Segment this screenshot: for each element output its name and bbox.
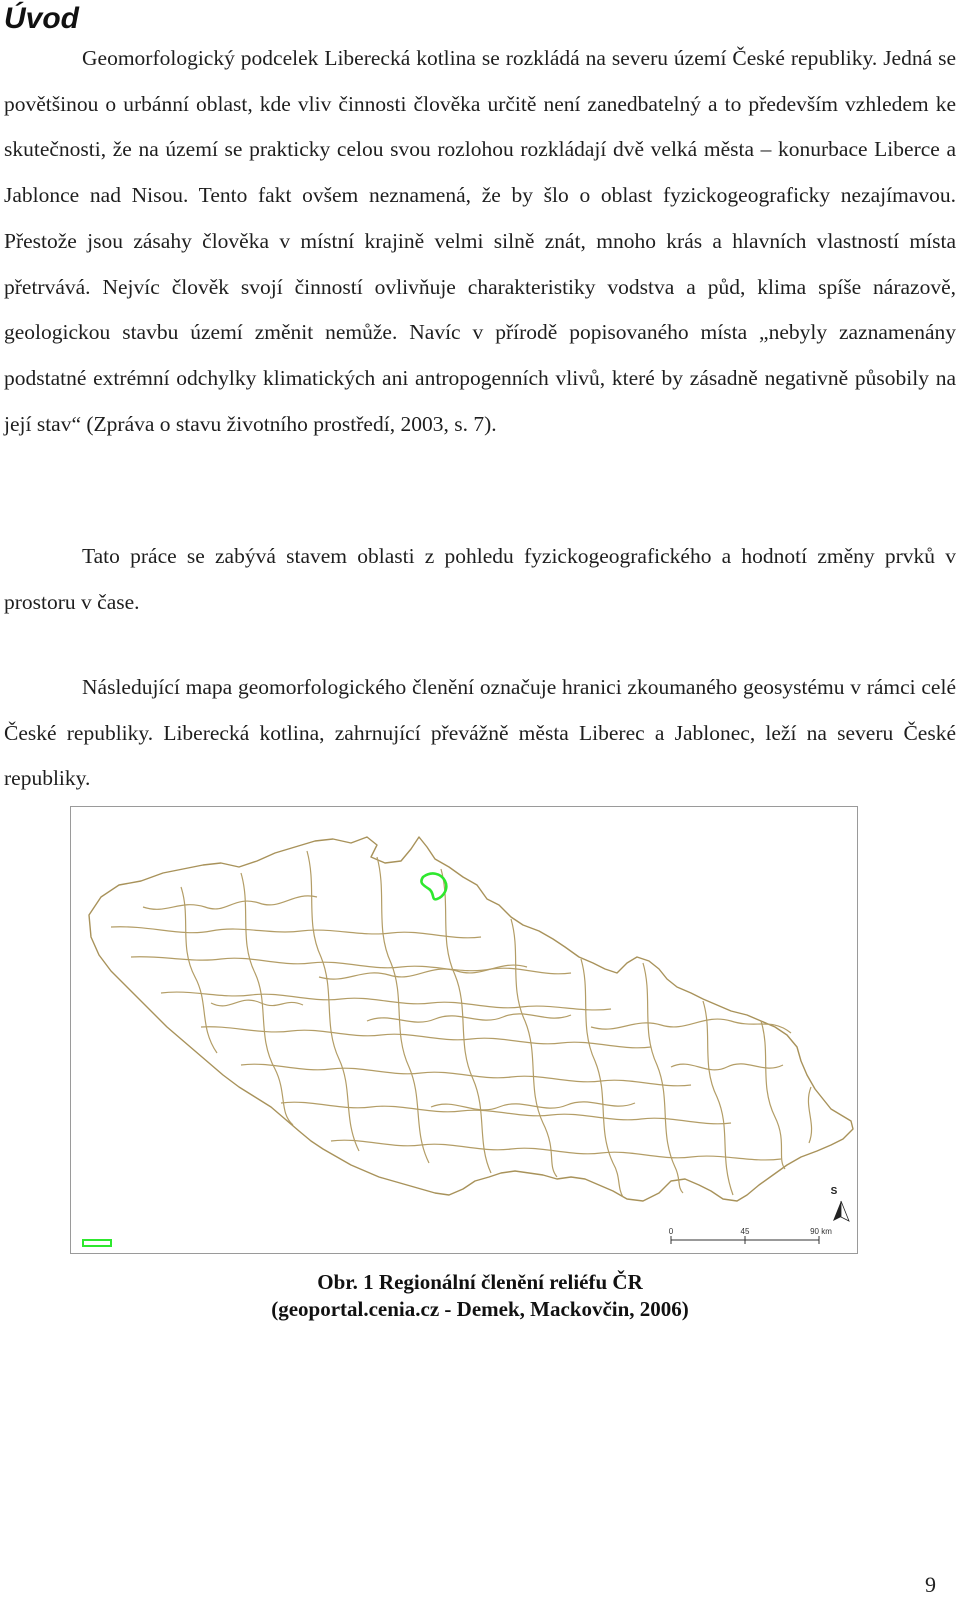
legend-swatch bbox=[83, 1240, 111, 1246]
north-label: S bbox=[830, 1186, 838, 1197]
scale-label-0: 0 bbox=[668, 1227, 674, 1236]
relief-regions-map bbox=[71, 807, 857, 1253]
czech-relief-map-figure bbox=[70, 806, 858, 1254]
scale-label-90: 90 km bbox=[810, 1227, 832, 1236]
region-boundaries bbox=[111, 851, 812, 1197]
paragraph-aim: Tato práce se zabývá stavem oblasti z pohledu fyzickogeografického a hodnotí změny prvků v prostoru v čase. bbox=[4, 544, 956, 614]
figure-caption-source: (geoportal.cenia.cz - Demek, Mackovčin, 2006) bbox=[271, 1297, 689, 1321]
north-arrow bbox=[831, 1186, 849, 1221]
liberecka-kotlina-highlight bbox=[421, 874, 446, 900]
scale-label-45: 45 bbox=[740, 1227, 750, 1236]
paragraph-map-intro: Následující mapa geomorfologického členění označuje hranici zkoumaného geosystému v rámci celé České republiky. Liberecká kotlina, zahrnující převážně města Liberec a Jablonec, leží na severu České republiky. bbox=[4, 675, 956, 791]
scale-bar bbox=[669, 1227, 832, 1244]
section-heading: Úvod bbox=[4, 2, 79, 35]
paragraph-intro: Geomorfologický podcelek Liberecká kotlina se rozkládá na severu území České republiky. Jedná se povětšinou o urbánní oblast, kde vliv činnosti člověka určitě není zanedbatelný a to především vzhledem ke skutečnosti, že na území se prakticky celou svou rozlohou rozkládají dvě velká města – konurbace Liberce a Jablonce nad Nisou. Tento fakt ovšem neznamená, že by šlo o oblast fyzickogeograficky nezajímavou. Přestože jsou zásahy člověka v místní krajině velmi silně znát, mnoho krás a hlavních vlastností místa přetrvává. Nejvíc člověk svojí činností ovlivňuje charakteristiky vodstva a půd, klima spíše nárazově, geologickou stavbu území změnit nemůže. Navíc v přírodě popisovaného místa „nebyly zaznamenány podstatné extrémní odchylky klimatických ani antropogenních vlivů, které by zásadně negativně působily na její stav“ (Zpráva o stavu životního prostředí, 2003, s. 7). bbox=[4, 46, 956, 436]
country-outline bbox=[89, 837, 853, 1201]
page-number: 9 bbox=[925, 1572, 936, 1597]
figure-caption-title: Obr. 1 Regionální členění reliéfu ČR bbox=[317, 1270, 643, 1294]
